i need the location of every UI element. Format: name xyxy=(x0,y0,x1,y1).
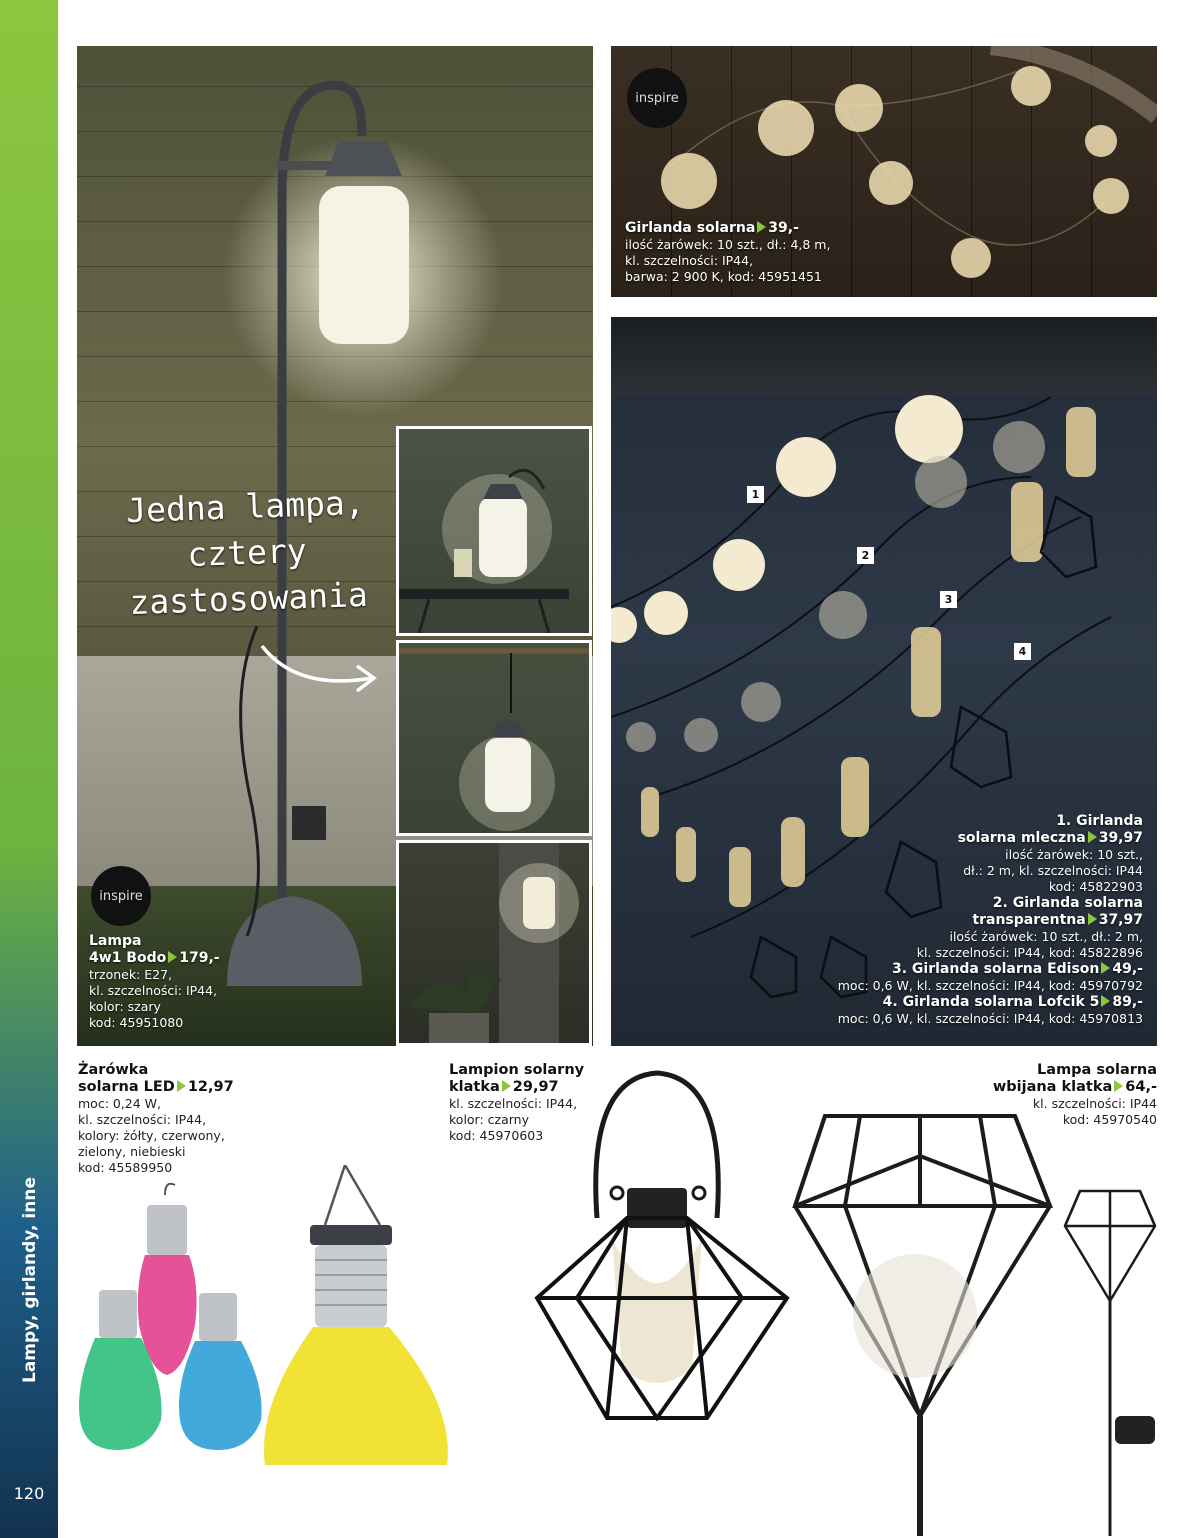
bulb-product-text: Żarówka solarna LED 12,97 moc: 0,24 W, kl. szczelności: IP44, kolory: żółty, czerwony, zielony, niebieski kod: 45589950 xyxy=(78,1062,234,1175)
price-arrow-icon xyxy=(168,951,177,963)
lantern-product-text: Lampion solarny klatka 29,97 kl. szczelności: IP44, kolor: czarny kod: 45970603 xyxy=(449,1062,585,1143)
inspire-badge: inspire xyxy=(91,866,151,926)
garland-photo-panel-large xyxy=(611,317,1157,1046)
solar-bulbs-illustration xyxy=(75,1165,455,1465)
stake-lamp-illustration xyxy=(785,1096,1165,1536)
price-arrow-icon xyxy=(1101,962,1110,974)
thumbnail-hanging-lamp xyxy=(396,640,592,836)
thumbnail-table-lamp xyxy=(396,426,592,636)
garland-big-caption: 1. Girlanda solarna mleczna 39,97 ilość żarówek: 10 szt., dł.: 2 m, kl. szczelności: IP44 kod: 45822903 2. Girlanda solarna transparentna 37,97 ilość żarówek: 10 szt., dł.: 2 m, kl. szczelności: IP44, kod: 45822896 3. Girlanda solarna Edison 49,- moc: 0,6 W, kl. szczelności: IP44, kod: 45970792 4. Girlanda solarna Lofcik 5 89,- moc: 0,6 W, kl. szczelności: IP44, kod: 45970813 xyxy=(837,813,1143,1026)
lamp-caption: Lampa 4w1 Bodo 179,- trzonek: E27, kl. szczelności: IP44, kolor: szary kod: 45951080 xyxy=(89,933,220,1030)
price-arrow-icon xyxy=(502,1080,511,1092)
price-arrow-icon xyxy=(1101,995,1110,1007)
badge-4: 4 xyxy=(1014,643,1031,660)
badge-3: 3 xyxy=(940,591,957,608)
page-number: 120 xyxy=(13,1484,45,1503)
price-arrow-icon xyxy=(1114,1080,1123,1092)
price-arrow-icon xyxy=(757,221,766,233)
badge-1: 1 xyxy=(747,486,764,503)
section-label: Lampy, girlandy, inne xyxy=(20,1177,40,1383)
garland-top-caption: Girlanda solarna 39,- ilość żarówek: 10 szt., dł.: 4,8 m, kl. szczelności: IP44, barwa: 2 900 K, kod: 45951451 xyxy=(625,220,831,284)
price-arrow-icon xyxy=(1088,913,1097,925)
badge-2: 2 xyxy=(857,547,874,564)
headline: Jedna lampa, cztery zastosowania xyxy=(125,482,369,623)
thumbnail-wall-lamp xyxy=(396,840,592,1046)
garland-photo-panel-top xyxy=(611,46,1157,297)
stake-lamp-product-text: Lampa solarna wbijana klatka 64,- kl. szczelności: IP44 kod: 45970540 xyxy=(992,1062,1157,1127)
price-arrow-icon xyxy=(177,1080,186,1092)
cage-lantern-illustration xyxy=(517,1068,807,1438)
inspire-badge-top: inspire xyxy=(627,68,687,128)
arrow-icon xyxy=(257,636,387,706)
price-arrow-icon xyxy=(1088,831,1097,843)
